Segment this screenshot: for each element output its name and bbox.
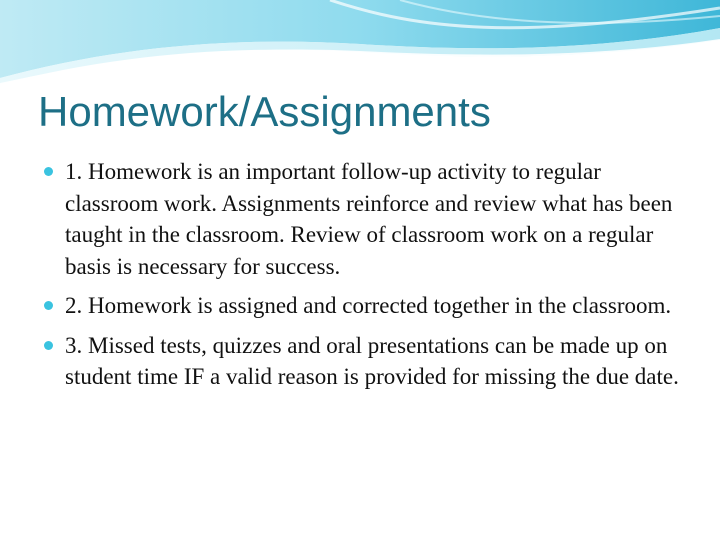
bullet-text-1: 1. Homework is an important follow-up activity to regular classroom work. Assignments reinforce and review what has been taught in the classroom. Review of classroom work on a regular basis is necessary for success. — [65, 159, 673, 279]
bullet-dot-icon — [44, 341, 53, 350]
bullet-text-3: 3. Missed tests, quizzes and oral presentations can be made up on student time IF a valid reason is provided for missing the due date. — [65, 332, 679, 389]
bullet-item-1 — [42, 156, 682, 282]
bullet-text-2: 2. Homework is assigned and corrected together in the classroom. — [65, 293, 672, 318]
bullet-item-2 — [42, 290, 682, 322]
bullet-dot-icon — [44, 301, 53, 310]
header-wave-decoration — [0, 0, 720, 100]
bullet-dot-icon — [44, 167, 53, 176]
bullet-item-3 — [42, 330, 682, 393]
slide-title: Homework/Assignments — [38, 88, 491, 135]
bullet-list — [42, 156, 682, 401]
